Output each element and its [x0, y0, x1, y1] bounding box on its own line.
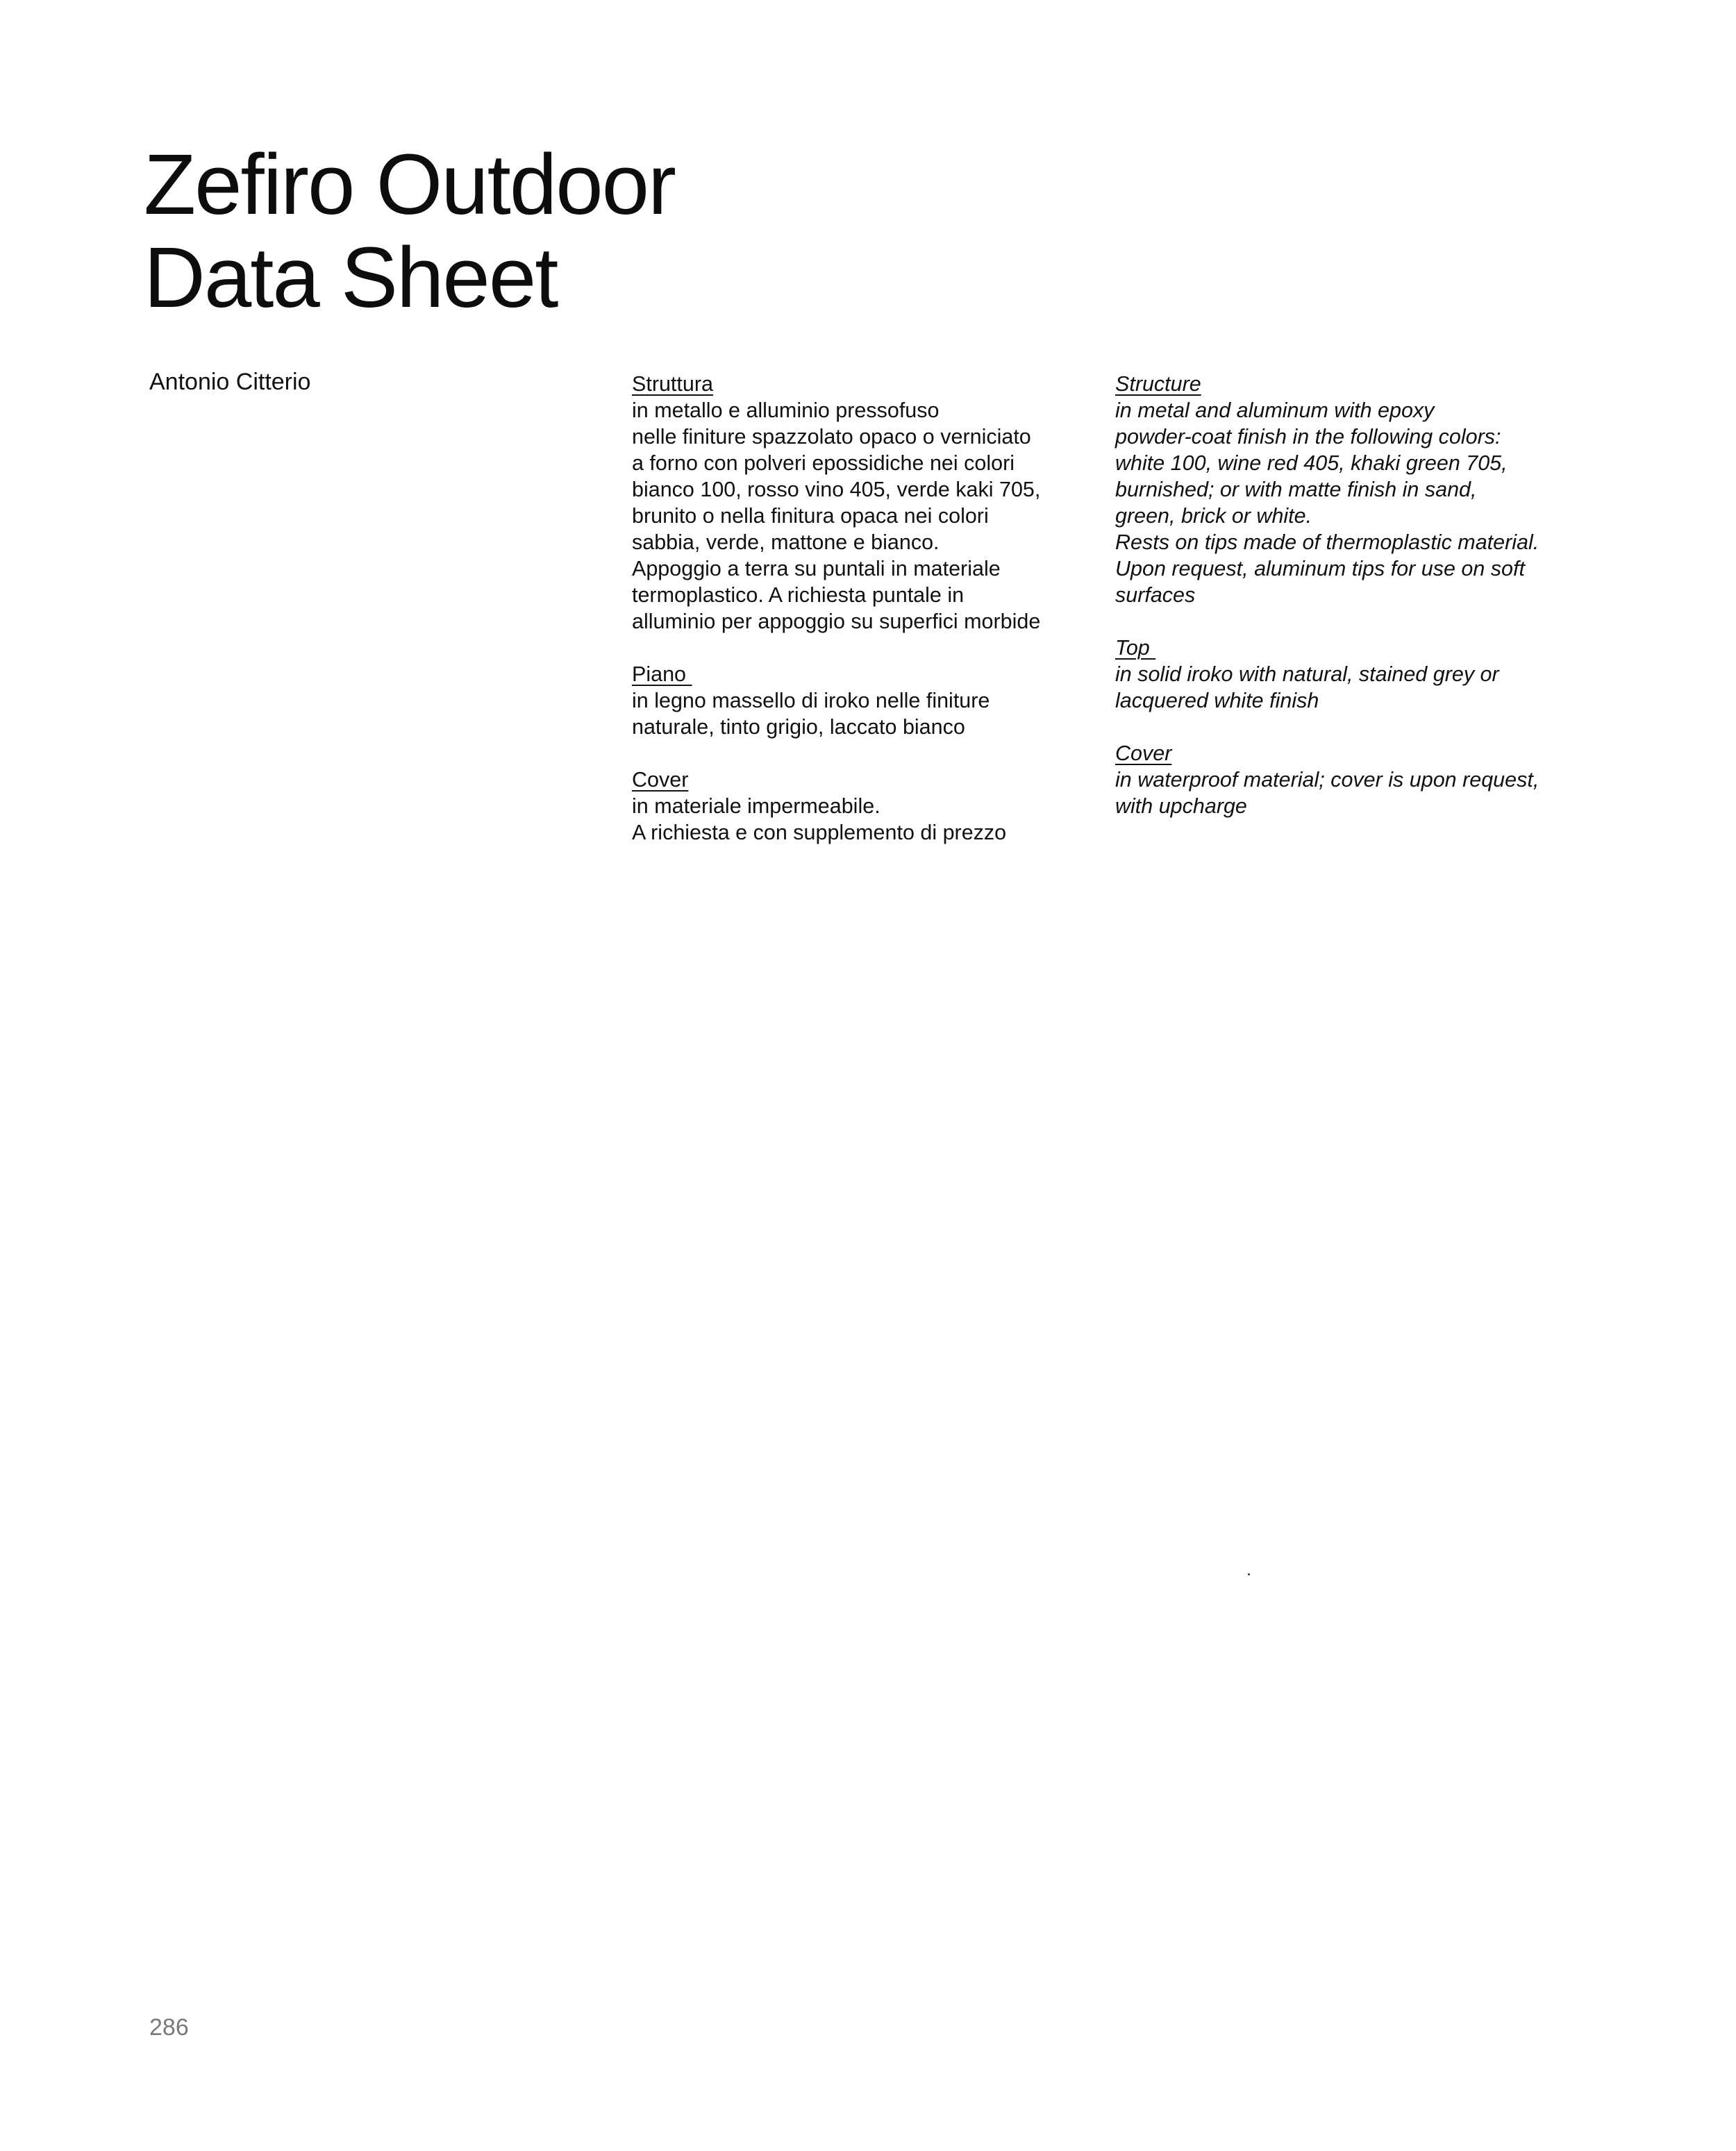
page-number: 286 — [149, 2014, 189, 2041]
section-heading-struttura: Struttura — [632, 372, 713, 396]
text-line: a forno con polveri epossidiche nei colori — [632, 451, 1015, 475]
text-line: in solid iroko with natural, stained grey or — [1115, 662, 1499, 686]
text-line: alluminio per appoggio su superfici morbide — [632, 610, 1041, 633]
english-column — [1115, 371, 1587, 819]
text-line: bianco 100, rosso vino 405, verde kaki 705, — [632, 478, 1041, 501]
section-structure — [1115, 371, 1587, 608]
text-line: Appoggio a terra su puntali in materiale — [632, 557, 1001, 580]
text-line: naturale, tinto grigio, laccato bianco — [632, 715, 965, 739]
text-line: Rests on tips made of thermoplastic material. — [1115, 530, 1539, 554]
text-line: burnished; or with matte finish in sand, — [1115, 478, 1477, 501]
page-title — [144, 139, 675, 325]
text-line: A richiesta e con supplemento di prezzo — [632, 821, 1007, 844]
section-cover-en — [1115, 740, 1587, 819]
text-line: brunito o nella finitura opaca nei colori — [632, 504, 989, 528]
text-line: termoplastico. A richiesta puntale in — [632, 583, 965, 607]
stray-dot — [1248, 1573, 1250, 1575]
section-heading-top: Top — [1115, 636, 1156, 660]
section-heading-cover: Cover — [1115, 742, 1172, 765]
text-line: with upcharge — [1115, 794, 1247, 818]
section-top — [1115, 635, 1587, 714]
title-line-2: Data Sheet — [144, 231, 558, 326]
designer-name: Antonio Citterio — [149, 369, 311, 395]
section-heading-cover: Cover — [632, 768, 689, 792]
text-line: in legno massello di iroko nelle finiture — [632, 689, 990, 712]
section-struttura — [632, 371, 1104, 635]
text-line: in metal and aluminum with epoxy — [1115, 399, 1435, 422]
section-heading-piano: Piano — [632, 662, 692, 686]
text-line: in materiale impermeabile. — [632, 794, 880, 818]
section-heading-structure: Structure — [1115, 372, 1201, 396]
title-line-1: Zefiro Outdoor — [144, 137, 676, 233]
text-line: white 100, wine red 405, khaki green 705, — [1115, 451, 1508, 475]
text-line: in waterproof material; cover is upon request, — [1115, 768, 1539, 792]
text-line: lacquered white finish — [1115, 689, 1319, 712]
text-line: green, brick or white. — [1115, 504, 1312, 528]
section-cover-it — [632, 767, 1104, 846]
text-line: Upon request, aluminum tips for use on soft — [1115, 557, 1525, 580]
italian-column — [632, 371, 1104, 846]
text-line: surfaces — [1115, 583, 1196, 607]
text-line: sabbia, verde, mattone e bianco. — [632, 530, 940, 554]
text-line: powder-coat finish in the following colors: — [1115, 425, 1501, 449]
text-line: in metallo e alluminio pressofuso — [632, 399, 940, 422]
text-line: nelle finiture spazzolato opaco o verniciato — [632, 425, 1031, 449]
section-piano — [632, 661, 1104, 740]
